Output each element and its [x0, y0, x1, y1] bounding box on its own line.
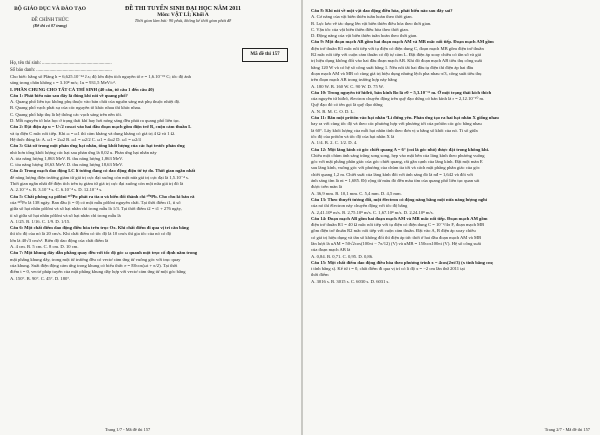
candidate-info	[10, 60, 210, 74]
text-line: của ²¹⁰Po là 138 ngày. Ban đầu (t = 0) có một mẫu pôlôni nguyên chất. Tại thời điểm t1, tỉ số	[10, 199, 181, 205]
text-line: Câu 5: Chất phóng xạ pôlôni ²¹⁰Po phát ra tia α và biến đổi thành chì ²⁰⁶Pb. Cho chu kì bán rã	[10, 193, 195, 199]
text-line: B. Lực kéo về tác dụng lên vật biến thiên điều hòa theo thời gian.	[311, 20, 432, 26]
text-line: ánh sáng tím là nt = 1,685. Độ rộng từ màu đỏ đến màu tím của quang phổ liên tục quan sát	[311, 178, 480, 184]
text-line: bằng 120 W và có hệ số công suất bằng 1. Nếu nối tắt hai đầu tụ điện thì điện áp hai đầu	[311, 64, 474, 70]
text-line: điện trở thuần R1 mắc nối tiếp với tụ điện có điện dung C, đoạn mạch MB gồm điện trở thuần	[311, 45, 484, 51]
text-line: của nó thì êlectron này chuyển động với tốc độ bằng	[311, 203, 408, 209]
text-line: A. 3016 s. B. 3015 s. C. 6030 s. D. 6031 s.	[311, 278, 390, 284]
text-line: t tính bằng s). Kể từ t = 0, chất điểm đi qua vị trí có li độ x = −2 cm lần thứ 2011 tại	[311, 266, 465, 272]
text-line: điểm t = 0, vectơ pháp tuyến của mặt phẳng khung dây hợp với vectơ cảm ứng từ một góc bằng	[10, 269, 186, 275]
text-line: điện trở thuần R1 = 40 Ω mắc nối tiếp với tụ điện có điện dung C = 10⁻³/4π F, đoạn mạch MB	[311, 222, 485, 228]
text-line: có giá trị hiệu dụng và tần số không đổi thì điện áp tức thời ở hai đầu đoạn mạch AM và MB	[311, 234, 482, 240]
text-line: A. Quang phổ liên tục không phụ thuộc vào bản chất của nguồn sáng mà phụ thuộc nhiệt độ.	[10, 99, 181, 105]
text-line: Câu 13: Theo thuyết tương đối, một êlectron có động năng bằng một nửa năng lượng nghỉ	[311, 196, 487, 202]
text-line: Câu 8: Khi nói về một vật dao động điều hòa, phát biểu nào sau đây sai?	[311, 8, 453, 13]
text-line: Câu 1: Phát biểu nào sau đây là đúng khi nói về quang phổ?	[10, 92, 128, 98]
text-line: sáng trong chân không c = 3.10⁸ m/s; 1u = 931,5 MeV/c².	[10, 80, 116, 86]
text-line: của đoạn mạch AB là	[311, 247, 351, 253]
text-line: Câu 6: Một chất điểm dao động điều hòa trên trục Ox. Khi chất điểm đi qua vị trí cân bằng	[10, 225, 189, 231]
subject: Môn: VẬT LÍ; Khối A	[157, 12, 209, 18]
text-line: C. Vận tốc của vật biến thiên điều hòa theo thời gian.	[311, 26, 409, 32]
text-line: B. Quang phổ vạch phát xạ của các nguyên tố khác nhau thì khác nhau.	[10, 105, 142, 111]
text-line: A. 2,41.10⁸ m/s. B. 2,75.10⁸ m/s. C. 1,67.10⁸ m/s. D. 2,24.10⁸ m/s.	[311, 209, 434, 215]
text-line: A. 1/4. B. 2. C. 1/2. D. 4.	[311, 140, 358, 146]
left-body	[10, 74, 292, 282]
exam-title: ĐỀ THI TUYỂN SINH ĐẠI HỌC NĂM 2011	[125, 6, 241, 12]
text-line: chiết quang 1,2 m. Chiết suất của lăng kính đối với ánh sáng đỏ là nđ = 1,642 và đối với	[311, 171, 473, 177]
text-line: trị hiệu dụng không đổi vào hai đầu đoạn mạch AB. Khi đó đoạn mạch AB tiêu thụ công suất	[311, 58, 482, 64]
text-line: A. tỏa năng lượng 1,863 MeV. B. thu năng lượng 1,863 MeV.	[10, 155, 123, 161]
header-left	[10, 6, 90, 28]
id-line: Số báo danh: ...............................................................	[10, 68, 112, 73]
text-line: của khung. Suất điện động cảm ứng trong khung có biểu thức e = E0cos(ωt + π/2). Tại thời	[10, 262, 178, 268]
text-line: để năng lượng điện trường giảm từ giá trị cực đại xuống còn một nửa giá trị cực đại là 1,5.10⁻⁴ s.	[10, 174, 189, 180]
text-line: A. 4 cm. B. 5 cm. C. 8 cm. D. 10 cm.	[10, 244, 79, 250]
text-line: Câu 7: Một khung dây dẫn phẳng quay đều với tốc độ góc ω quanh một trục cố định nằm trong	[10, 250, 198, 256]
text-line: A. 1/25. B. 1/16. C. 1/9. D. 1/15.	[10, 218, 71, 224]
text-line: Câu 9: Một đoạn mạch AB gồm hai đoạn mạch AM và MB mắc nối tiếp. Đoạn mạch AM gồm	[311, 39, 494, 45]
text-line: Câu 14: Đoạn mạch AB gồm hai đoạn mạch AM và MB mắc nối tiếp. Đoạn mạch AM gồm	[311, 215, 488, 221]
text-line: gồm điện trở thuần R2 mắc nối tiếp với cuộn cảm thuần. Đặt vào A, B điện áp xoay chiều	[311, 228, 476, 234]
text-line: là 60°. Lấy khối lượng của mỗi hạt nhân tính theo đơn vị u bằng số khối của nó. Tỉ số giữa	[311, 127, 478, 133]
time-note: Thời gian làm bài: 90 phút, không kể thời gian phát đề	[134, 18, 232, 23]
text-line: góc với mặt phẳng phân giác của góc chiết quang, rất gần cạnh của lăng kính. Đặt một màn E	[311, 159, 483, 165]
text-line: A. 36,9 mm. B. 10,1 mm. C. 5,4 mm. D. 4,5 mm.	[311, 190, 402, 196]
text-line: nhỏ hơn tổng khối lượng các hạt sau phản ứng là 0,02 u. Phản ứng hạt nhân này	[10, 149, 157, 155]
text-line: Câu 11: Bắn một prôtôn vào hạt nhân ⁷Li đứng yên. Phản ứng tạo ra hai hạt nhân X giống nhau	[311, 115, 499, 121]
text-line: sau lăng kính, vuông góc với phương của chùm tia tới và cách mặt phẳng phân giác của góc	[311, 165, 480, 171]
text-line: thì tốc độ của nó là 20 cm/s. Khi chất điểm có tốc độ là 10 cm/s thì gia tốc của nó có độ	[10, 231, 171, 237]
official-label: ĐỀ CHÍNH THỨC	[31, 18, 69, 23]
text-line: đoạn mạch AM và MB có cùng giá trị hiệu dụng nhưng lệch pha nhau π/3, công suất tiêu thụ	[311, 70, 482, 76]
text-line: A. 150°. B. 90°. C. 45°. D. 180°.	[10, 275, 71, 281]
text-line: giữa số hạt nhân pôlôni và số hạt nhân chì trong mẫu là 1/3. Tại thời điểm t2 = t1 + 276 ngày,	[10, 206, 182, 212]
text-line: Câu 4: Trong mạch dao động LC lí tưởng đang có dao động điện từ tự do. Thời gian ngắn nhất	[10, 168, 196, 174]
text-line: Chiếu một chùm ánh sáng trắng song song, hẹp vào mặt bên của lăng kính theo phương vuông	[311, 152, 485, 158]
text-line: lần lượt là uAM = 50√2cos(100πt − 7π/12) (V) và uMB = 150cos100πt (V). Hệ số công suất	[311, 240, 481, 246]
text-line: R2 mắc nối tiếp với cuộn cảm thuần có độ tự cảm L. Đặt điện áp xoay chiều có tần số và giá	[311, 52, 481, 58]
text-line: và tụ điện C mắc nối tiếp. Khi ω = ω1 thì cảm kháng và dung kháng có giá trị 4 Ω và 1 Ω.	[10, 130, 176, 136]
text-line: D. Động năng của vật biến thiên tuần hoàn theo thời gian.	[311, 33, 418, 39]
text-line: Câu 3: Giả sử trong một phản ứng hạt nhân, tổng khối lượng của các hạt trước phản ứng	[10, 143, 185, 149]
name-line: Họ, tên thí sinh: ..........................................................	[10, 61, 112, 66]
text-line: Câu 12: Một lăng kính có góc chiết quang A = 6° (coi là góc nhỏ) được đặt trong không khí.	[311, 146, 490, 152]
text-line: I. PHẦN CHUNG CHO TẤT CẢ THÍ SINH (40 câu, từ câu 1 đến câu 40)	[10, 86, 155, 92]
text-line: D. Mỗi nguyên tố hóa học ở trạng thái khí hay hơi nóng sáng đều phát ra quang phổ liên tục.	[10, 118, 181, 124]
page-footer-right: Trang 2/7 - Mã đề thi 157	[544, 427, 590, 432]
text-line: tốc độ của prôtôn và tốc độ của hạt nhân X là	[311, 133, 395, 139]
text-line: A. 180 W. B. 160 W. C. 90 W. D. 75 W.	[311, 83, 384, 89]
text-line: trên đoạn mạch AB trong trường hợp này bằng	[311, 77, 397, 83]
text-line: C. Quang phổ hấp thụ là hệ thống các vạch sáng trên nền tối.	[10, 111, 122, 117]
ministry-name: BỘ GIÁO DỤC VÀ ĐÀO TẠO	[14, 6, 86, 12]
text-line: thời điểm	[311, 272, 329, 278]
text-line: Hệ thức đúng là: A. ω1 = 2ω2 B. ω1 = ω2/2 C. ω1 = 4ω2 D. ω1 = ω2/4	[10, 136, 141, 142]
text-line: A. 2.10⁻⁴ s. B. 3.10⁻⁴ s. C. 6.10⁻⁴ s. D. 12.10⁻⁴ s.	[10, 187, 103, 193]
text-line: bay ra với cùng tốc độ và theo các phương hợp với phương tới của prôtôn các góc bằng nhau	[311, 121, 482, 127]
text-line: A. N. B. M. C. O. D. L.	[311, 108, 355, 114]
text-line: C. tỏa năng lượng 18,63 MeV. D. thu năng lượng 18,63 MeV.	[10, 162, 123, 168]
text-line: mặt phẳng khung dây, trong một từ trường đều có vectơ cảm ứng từ vuông góc với trục quay	[10, 256, 181, 262]
text-line: Thời gian ngắn nhất để điện tích trên tụ giảm từ giá trị cực đại xuống còn một nửa giá trị đó là	[10, 181, 184, 187]
text-line: Câu 10: Trong nguyên tử hiđrô, bán kính Bo là r0 = 5,3.10⁻¹¹ m. Ở một trạng thái kích thích	[311, 89, 492, 95]
header-center	[98, 6, 268, 23]
exam-code-box: Mã đề thi 157	[242, 48, 288, 62]
text-line: Câu 15: Một chất điểm dao động điều hòa theo phương trình x = 4cos(2πt/3) (x tính bằng cm;	[311, 259, 494, 265]
right-body	[311, 8, 593, 285]
text-line: Cho biết: hằng số Plăng h = 6,625.10⁻³⁴ J.s; độ lớn điện tích nguyên tố e = 1,6.10⁻¹⁹ C; tốc độ ánh	[10, 74, 191, 79]
text-line: A. Cơ năng của vật biến thiên tuần hoàn theo thời gian.	[311, 14, 413, 20]
text-line: Quỹ đạo đó có tên gọi là quỹ đạo dừng	[311, 102, 383, 108]
text-line: được trên màn là	[311, 184, 343, 190]
page-right	[303, 0, 600, 435]
page-footer-left: Trang 1/7 - Mã đề thi 157	[105, 427, 151, 432]
text-line: A. 0,84. B. 0,71. C. 0,95. D. 0,86.	[311, 253, 374, 259]
text-line: của nguyên tử hiđrô, êlectron chuyển động trên quỹ đạo dừng có bán kính là r = 2,12.10⁻¹⁰ m.	[311, 96, 485, 102]
text-line: tỉ số giữa số hạt nhân pôlôni và số hạt nhân chì trong mẫu là	[10, 212, 121, 218]
pages-note: (Đề thi có 07 trang)	[33, 23, 67, 28]
text-line: Câu 2: Đặt điện áp u = U√2 cosωt vào hai đầu đoạn mạch gồm điện trở R, cuộn cảm thuần L	[10, 124, 192, 130]
text-line: lớn là 40√3 cm/s². Biên độ dao động của chất điểm là	[10, 237, 109, 243]
